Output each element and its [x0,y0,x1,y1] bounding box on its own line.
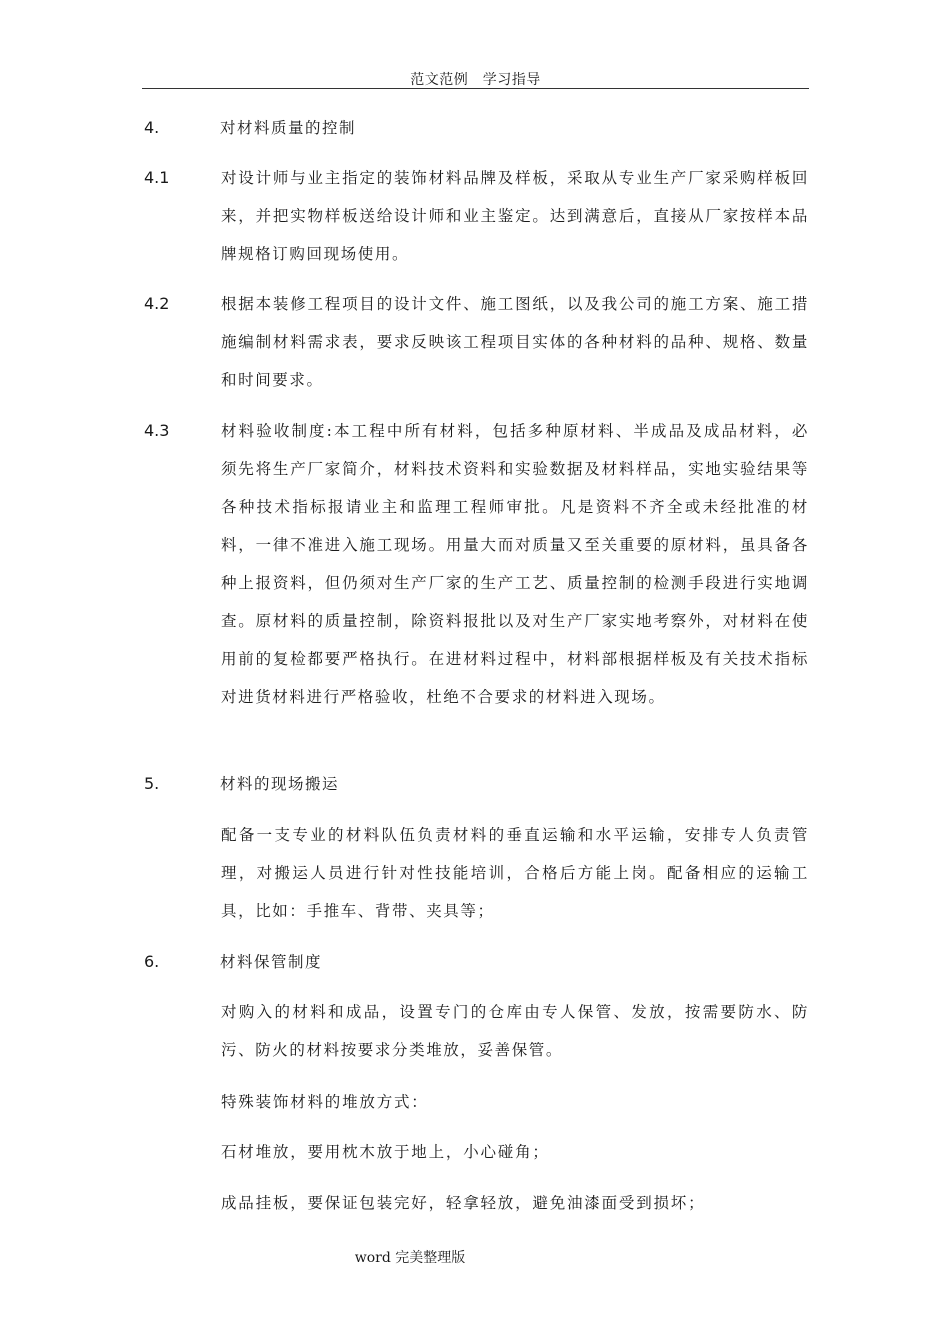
storage-stone-line: 石材堆放，要用枕木放于地上，小心碰角； [221,1143,550,1161]
page-footer: word 完美整理版 [354,1250,466,1266]
storage-panel-line: 成品挂板，要保证包装完好，轻拿轻放，避免油漆面受到损坏； [221,1194,706,1212]
storage-intro-line: 特殊装饰材料的堆放方式： [221,1093,429,1111]
paragraph-4-3: 材料验收制度:本工程中所有材料，包括多种原材料、半成品及成品材料，必须先将生产厂家简介，材料技术资料和实验数据及材料样品，实地实验结果等各种技术指标报请业主和监理工程师审批。凡是资料不齐全或未经批准的材料，一律不准进入施工现场。用量大而对质量又至关重要的原材料，虽具备各种上报资料，但仍须对生产厂家的生产工艺、质量控制的检测手段进行实地调查。原材料的质量控制，除资料报批以及对生产厂家实地考察外，对材料在使用前的复检都要严格执行。在进材料过程中，材料部根据样板及有关技术指标对进货材料进行严格验收，杜绝不合要求的材料进入现场。 [221,422,809,706]
section-number-6: 6. [144,952,160,971]
paragraph-6: 对购入的材料和成品，设置专门的仓库由专人保管、发放，按需要防水、防污、防火的材料按要求分类堆放，妥善保管。 [221,1003,809,1059]
header-divider [142,88,809,89]
paragraph-5: 配备一支专业的材料队伍负责材料的垂直运输和水平运输，安排专人负责管理，对搬运人员进行针对性技能培训，合格后方能上岗。配备相应的运输工具，比如：手推车、背带、夹具等； [221,826,809,920]
section-number-5: 5. [144,774,160,793]
section-title-5: 材料的现场搬运 [220,775,340,793]
section-title-4: 对材料质量的控制 [220,119,357,137]
page-header: 范文范例 学习指导 [410,72,541,88]
section-number-4-2: 4.2 [144,294,170,313]
section-title-6: 材料保管制度 [220,953,323,971]
section-number-4: 4. [144,118,160,137]
paragraph-4-2: 根据本装修工程项目的设计文件、施工图纸，以及我公司的施工方案、施工措施编制材料需求表，要求反映该工程项目实体的各种材料的品种、规格、数量和时间要求。 [221,295,809,389]
section-number-4-1: 4.1 [144,168,170,187]
section-number-4-3: 4.3 [144,421,170,440]
paragraph-4-1: 对设计师与业主指定的装饰材料品牌及样板，采取从专业生产厂家采购样板回来，并把实物样板送给设计师和业主鉴定。达到满意后，直接从厂家按样本品牌规格订购回现场使用。 [221,169,809,263]
